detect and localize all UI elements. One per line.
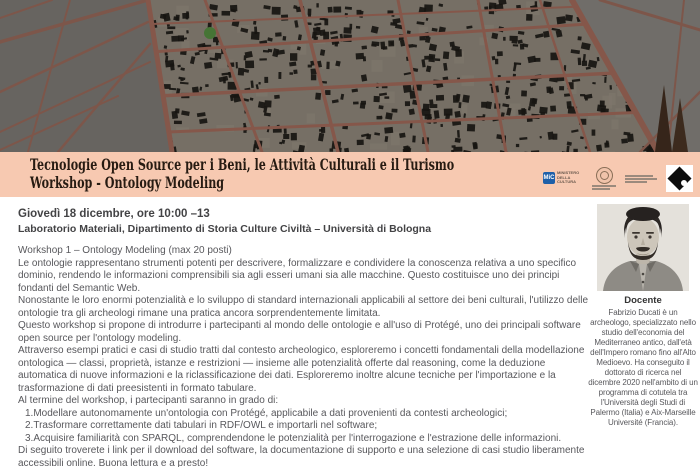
ministero-cultura-logo xyxy=(543,171,583,185)
workshop-description xyxy=(18,245,588,467)
partner-text-block xyxy=(625,174,657,183)
event-datetime: Giovedì 18 dicembre, ore 10:00 –13 xyxy=(18,208,210,220)
list-item-3: 3.Acquisire familiarità con SPARQL, comprendendone le potenzialità per l'interrogazione e l'estrazione delle informazioni. xyxy=(25,432,562,444)
list-item-1: 1.Modellare autonomamente un'ontologia con Protégé, applicabile a dati provenienti da contesti archeologici; xyxy=(25,407,508,419)
ministero-cultura-label: MINISTERO DELLA CULTURA xyxy=(557,170,580,185)
speaker-role-label: Docente xyxy=(624,295,662,306)
ministero-cultura-icon: MiC xyxy=(543,172,555,184)
paragraph: Attraverso esempi pratici e casi di studio tratti dal contesto archeologico, esploreremo i concetti fondamentali della modellazione ontologica — classi, proprietà, istanze e restrizioni — insieme alle potenzialità offerte dal reasoning, come la deduzione automatica di nuove informazioni e la riclassificazione dei dati. Esploreremo inoltre alcune tecniche per l'importazione e la trasformazione di dati preesistenti in formato tabulare. xyxy=(18,345,585,394)
event-location: Laboratorio Materiali, Dipartimento di Storia Culture Civiltà – Università di Bologna xyxy=(18,223,432,235)
list-intro: Al termine del workshop, i partecipanti saranno in grado di: xyxy=(18,395,279,406)
title-line-2: Workshop - Ontology Modeling xyxy=(30,173,225,192)
paragraph: Le ontologie rappresentano strumenti potenti per descrivere, formalizzare e condividere la conoscenza relativa a uno specifico dominio, rendendo le informazioni comprensibili sia agli esseri umani sia alle macchine. Questo costituisce uno dei principi fondanti del Semantic Web. xyxy=(18,257,577,294)
disci-diamond-logo xyxy=(666,165,693,192)
title-banner xyxy=(0,152,700,197)
title-line-1: Tecnologie Open Source per i Beni, le Attività Culturali e il Turismo xyxy=(30,155,455,174)
workshop-title: Workshop 1 – Ontology Modeling (max 20 posti) xyxy=(18,245,232,256)
main-column xyxy=(18,207,588,467)
speaker-column xyxy=(588,204,698,428)
paragraph: Nonostante le loro enormi potenzialità e lo sviluppo di standard internazionali applicabili al settore dei beni culturali, l'utilizzo delle ontologie tra gli archeologi rimane una pratica ancora sorprendentemente limitata. xyxy=(18,295,589,319)
city-map-image xyxy=(0,0,700,152)
list-item-2: 2.Trasformare correttamente dati tabulari in RDF/OWL e importarli nel software; xyxy=(25,420,378,431)
speaker-bio: Fabrizio Ducati è un archeologo, specializzato nello studio dell'economia del Mediterraneo antico, dall'età dell'Impero romano fino all'Alto Medioevo. Ha conseguito il dottorato di ricerca nel dicembre 2020 nell'ambito di un programma di cotutela tra l'Università degli Studi di Palermo (Italia) e Aix-Marseille Université (Francia). xyxy=(588,308,698,427)
paragraph: Questo workshop si propone di introdurre i partecipanti al mondo delle ontologie e all'uso di Protégé, uno dei principali software open source per l'ontology modeling. xyxy=(18,320,581,344)
content-area xyxy=(0,197,700,467)
logo-row xyxy=(543,163,693,193)
university-seal-icon xyxy=(596,167,613,184)
speaker-photo xyxy=(597,204,689,291)
diamond-icon xyxy=(667,166,691,190)
university-seal-logo xyxy=(592,167,616,190)
closing-paragraph: Di seguito troverete i link per il download del software, la documentazione di supporto e una selezione di casi studio liberamente accessibili online. Buona lettura e a presto! xyxy=(18,445,585,467)
page-title xyxy=(30,156,454,192)
